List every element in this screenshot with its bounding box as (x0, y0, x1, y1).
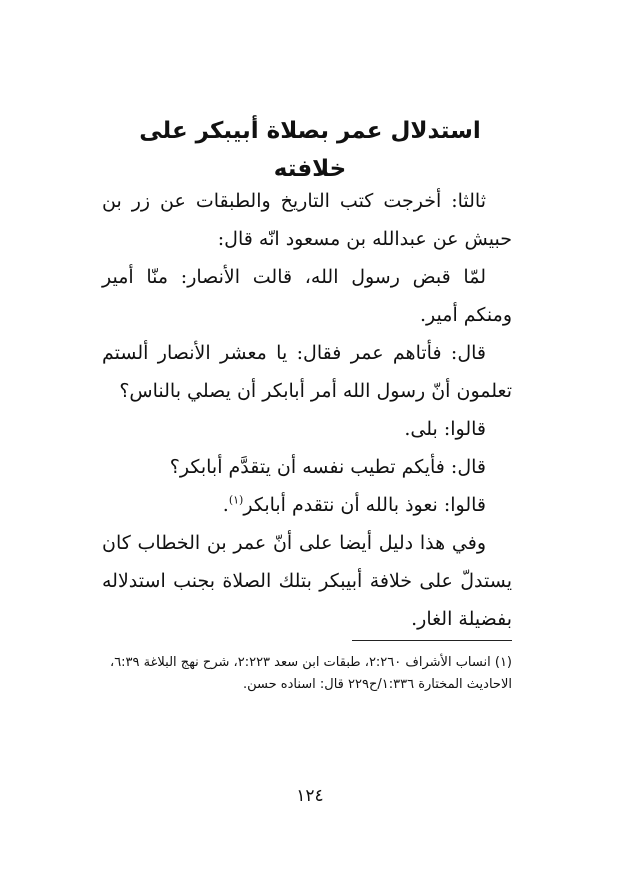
paragraph-6-end: . (222, 494, 229, 516)
footnote-line-1: (١) انساب الأشراف ٢:٢٦٠، طبقات ابن سعد ٢:٢٢٣، شرح نهج البلاغة ٦:٣٩، (109, 655, 512, 670)
paragraph-2: لمّا قبض رسول الله، قالت الأنصار: منّا أمير ومنكم أمير. (102, 266, 512, 326)
body-text (102, 182, 512, 638)
paragraph-6 (102, 486, 512, 524)
footnote-separator (352, 640, 512, 641)
paragraph-1: ثالثا: أخرجت كتب التاريخ والطبقات عن زر بن حبيش عن عبدالله بن مسعود انّه قال: (102, 190, 512, 250)
paragraph-6-text: قالوا: نعوذ بالله أن نتقدم أبابكر (243, 494, 486, 516)
heading-line-1: استدلال عمر بصلاة أبيبكر على (139, 118, 481, 144)
paragraph-4: قالوا: بلى. (404, 418, 486, 440)
paragraph-7: وفي هذا دليل أيضا على أنّ عمر بن الخطاب كان يستدلّ على خلافة أبيبكر بتلك الصلاة بجنب استدلاله بفضيلة الغار. (102, 532, 512, 630)
footnote (102, 652, 512, 696)
page-number: ١٢٤ (296, 786, 324, 806)
footnote-reference[interactable]: (١) (228, 493, 244, 507)
paragraph-5: قال: فأيكم تطيب نفسه أن يتقدَّم أبابكر؟ (169, 456, 486, 478)
heading-line-2: خلافته (273, 156, 347, 182)
paragraph-3: قال: فأتاهم عمر فقال: يا معشر الأنصار ألستم تعلمون أنّ رسول الله أمر أبابكر أن يصلي بالناس؟ (102, 342, 512, 402)
footnote-line-2: الاحاديث المختارة ١:٣٣٦/ح٢٢٩ قال: اسناده حسن. (242, 677, 512, 692)
section-heading (60, 112, 560, 188)
